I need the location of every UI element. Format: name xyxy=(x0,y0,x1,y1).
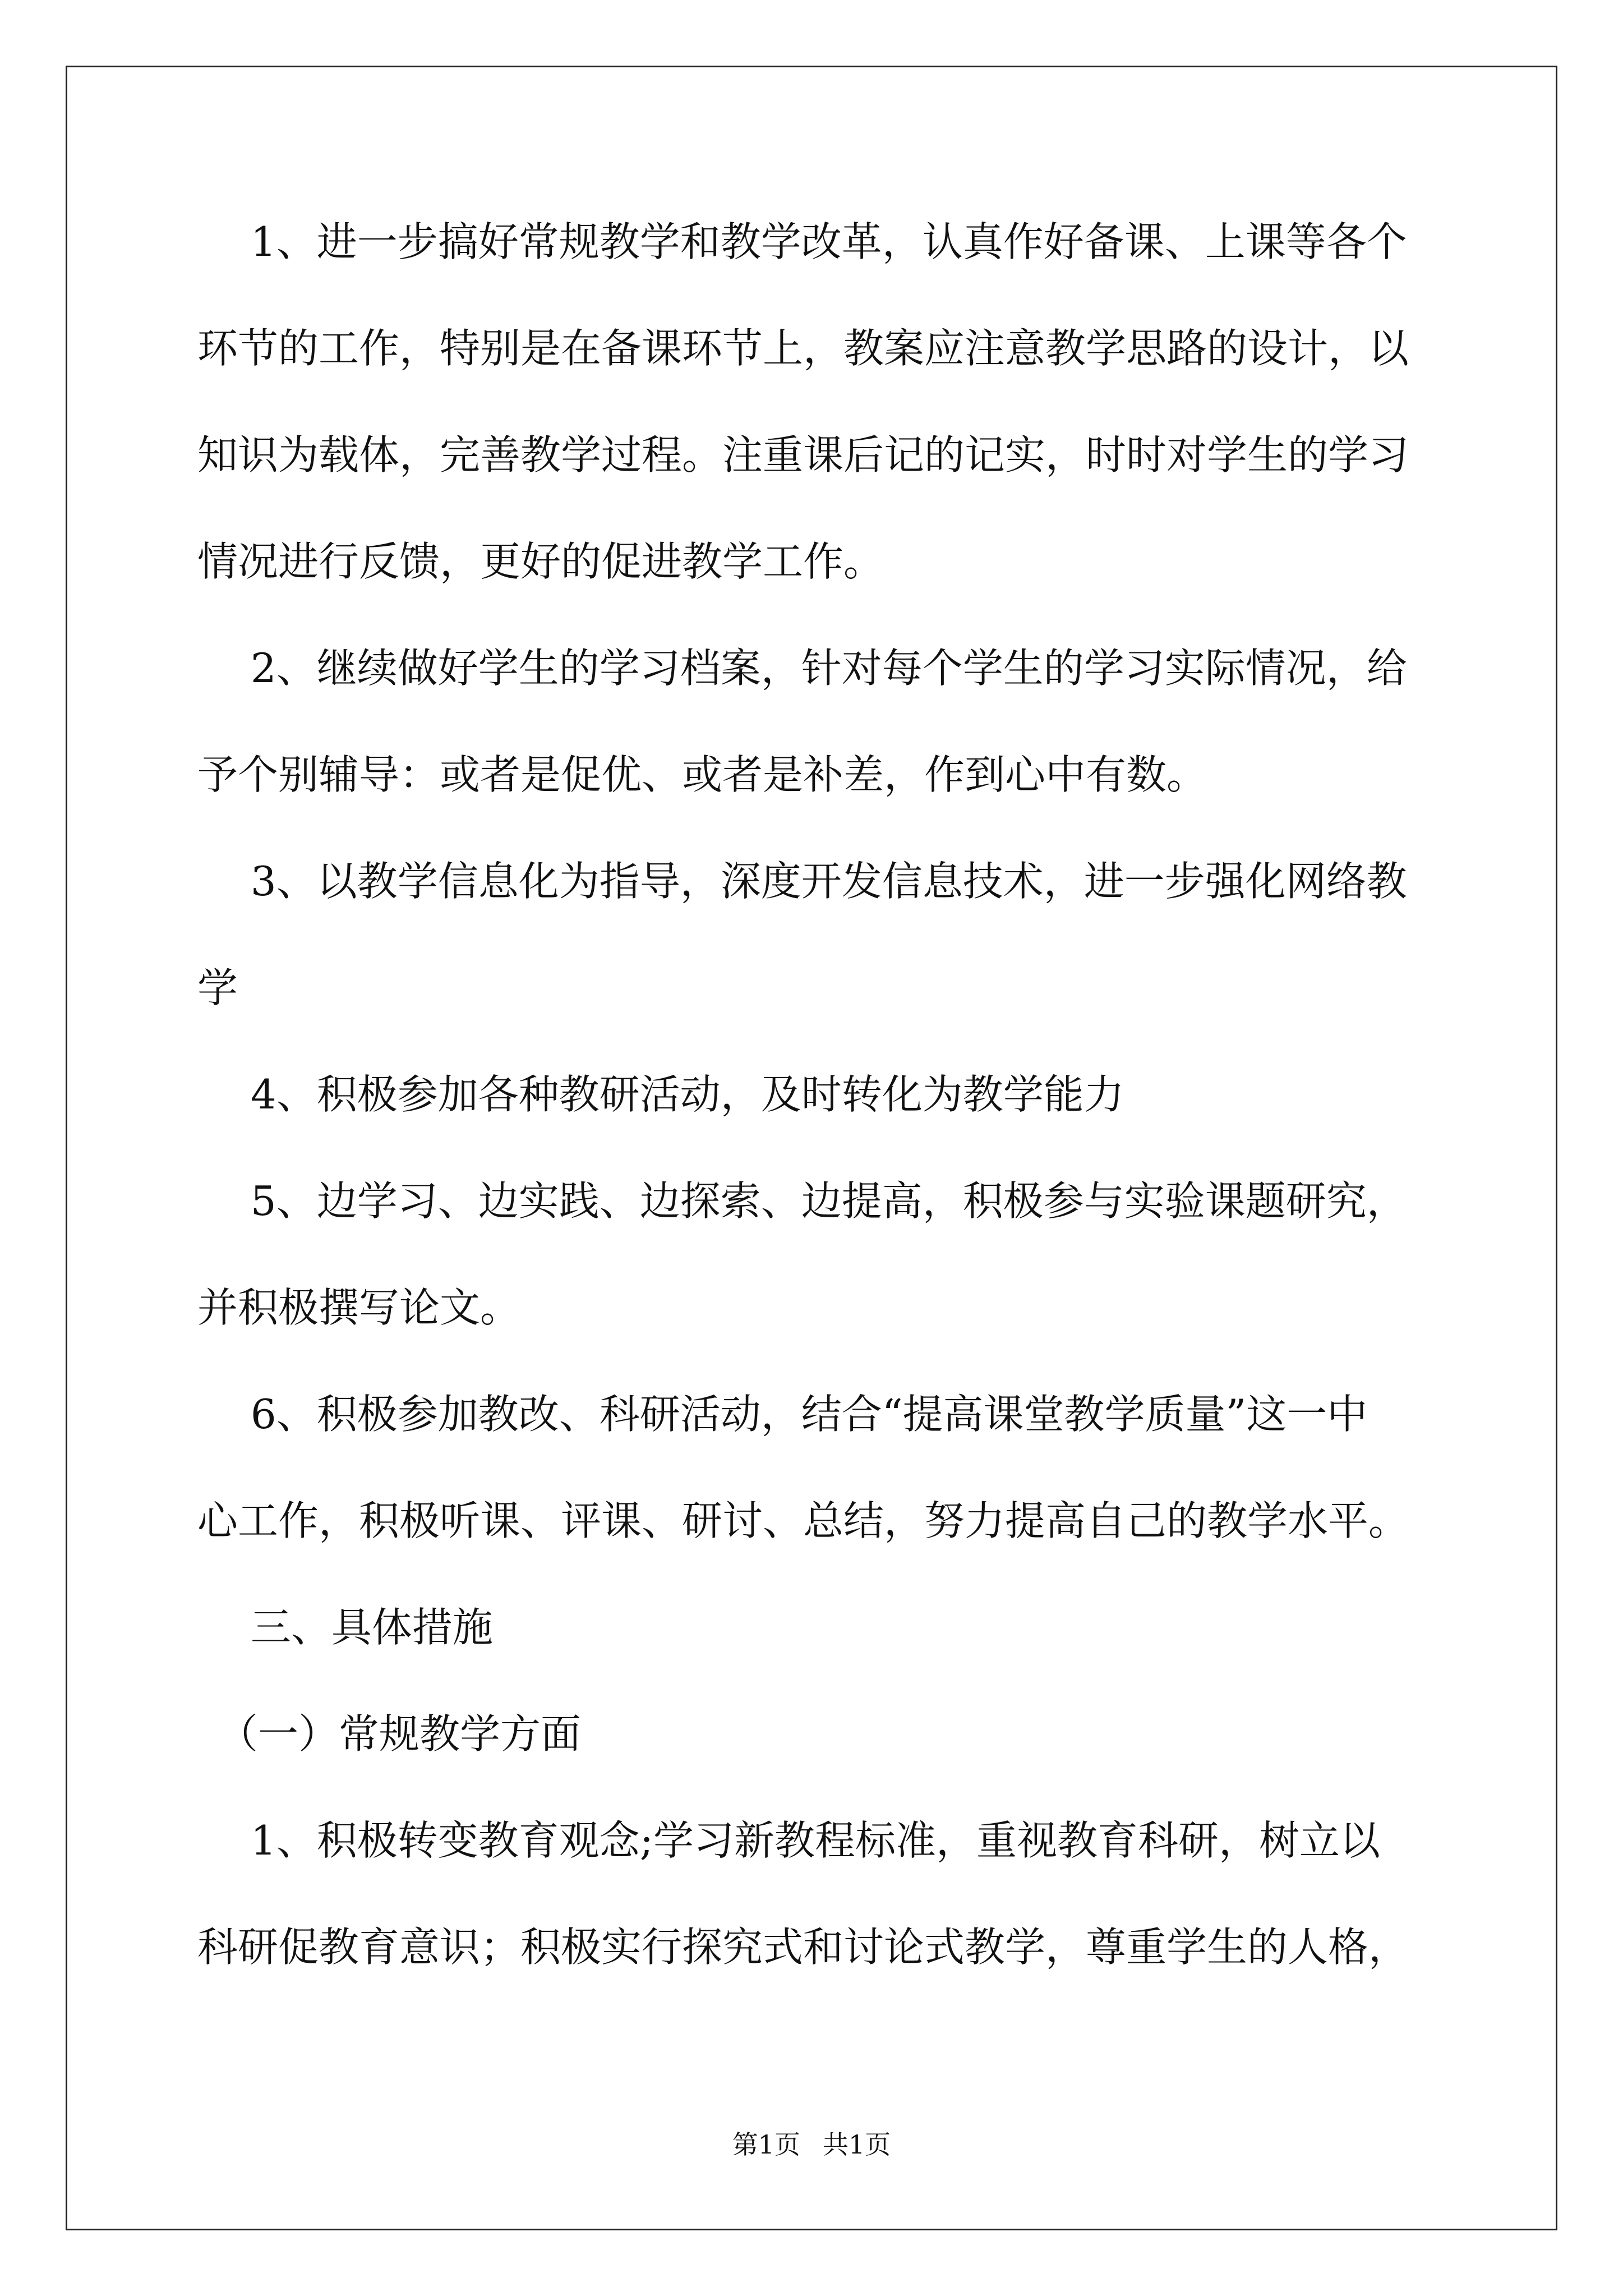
text-line: 情况进行反馈，更好的促进教学工作。 xyxy=(197,538,884,585)
text-line: 学 xyxy=(197,964,238,1011)
text-line: 6、积极参加教改、科研活动，结合“提高课堂教学质量”这一中 xyxy=(197,1391,1368,1438)
text-line: （一）常规教学方面 xyxy=(197,1710,582,1757)
page-total: 共1页 xyxy=(823,2129,891,2160)
text-line: 4、积极参加各种教研活动，及时转化为教学能力 xyxy=(197,1071,1124,1118)
page-border xyxy=(66,66,1557,2230)
text-line: 1、积极转变教育观念;学习新教程标准，重视教育科研，树立以 xyxy=(197,1817,1380,1864)
text-line: 2、继续做好学生的学习档案，针对每个学生的学习实际情况，给 xyxy=(197,645,1407,692)
text-line: 3、以教学信息化为指导，深度开发信息技术，进一步强化网络教 xyxy=(197,858,1407,905)
text-line: 三、具体措施 xyxy=(197,1604,493,1651)
text-line: 并积极撰写论文。 xyxy=(197,1284,521,1331)
text-line: 心工作，积极听课、评课、研讨、总结，努力提高自己的教学水平。 xyxy=(197,1497,1409,1544)
text-line: 环节的工作，特别是在备课环节上，教案应注意教学思路的设计，以 xyxy=(197,325,1409,372)
page-footer xyxy=(0,2129,1623,2160)
text-line: 5、边学习、边实践、边探索、边提高，积极参与实验课题研究， xyxy=(197,1177,1407,1225)
text-line: 1、进一步搞好常规教学和教学改革，认真作好备课、上课等各个 xyxy=(197,218,1407,265)
page-number: 第1页 xyxy=(732,2129,800,2160)
text-line: 知识为载体，完善教学过程。注重课后记的记实，时时对学生的学习 xyxy=(197,431,1409,478)
text-line: 予个别辅导：或者是促优、或者是补差，作到心中有数。 xyxy=(197,751,1207,798)
text-line: 科研促教育意识；积极实行探究式和讨论式教学，尊重学生的人格， xyxy=(197,1924,1409,1971)
